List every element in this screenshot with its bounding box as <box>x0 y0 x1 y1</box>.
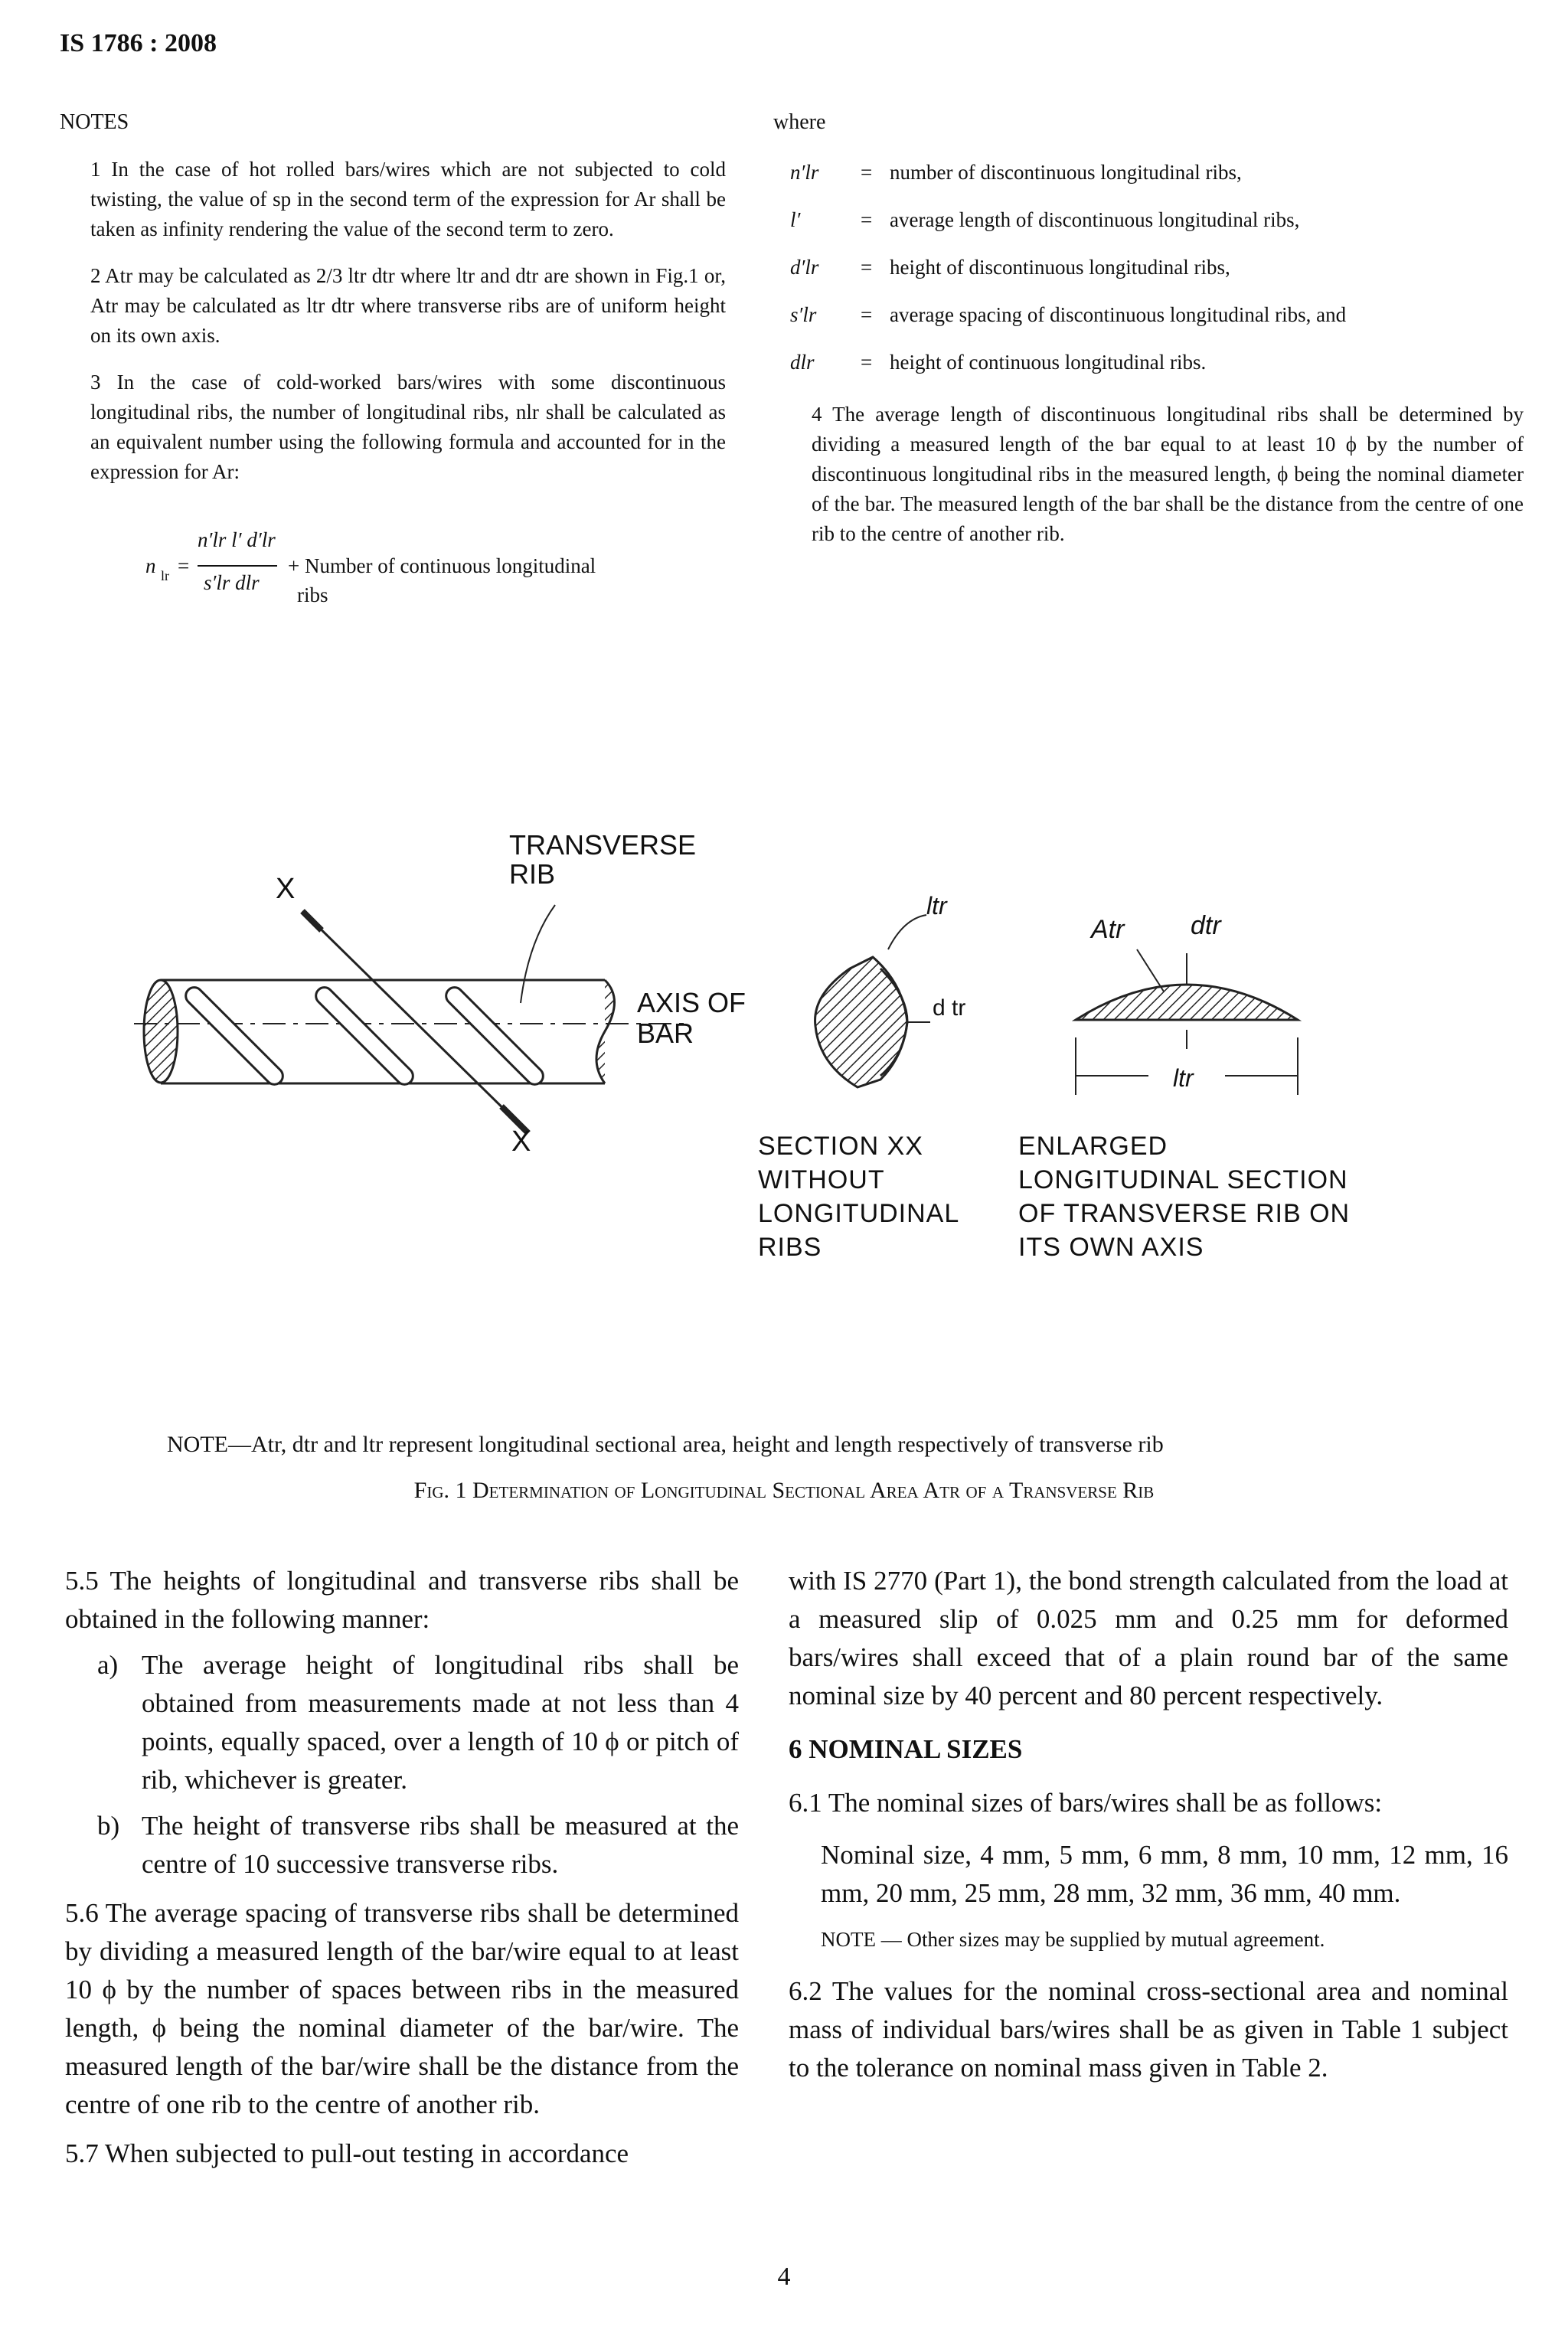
transverse-rib-3 <box>443 984 547 1088</box>
formula-ribs: ribs <box>297 583 328 606</box>
ltr-label: ltr <box>926 892 947 920</box>
definition-row: s′lr = average spacing of discontinuous longitudinal ribs, and <box>790 303 1347 326</box>
transverse-rib-2 <box>312 984 416 1088</box>
note-2: 2 Atr may be calculated as 2/3 ltr dtr where ltr and dtr are shown in Fig.1 or, Atr may be calculated as ltr dtr where transverse ribs are of uniform height on its own axis. <box>90 264 726 347</box>
notes-heading: NOTES <box>60 110 129 134</box>
transverse-rib-label: TRANSVERSE RIB <box>509 829 697 890</box>
bar-side-view <box>134 905 689 1133</box>
formula: n lr = n′lr l′ d′lr s′lr dlr + Number of continuous longitudinal ribs <box>145 528 596 606</box>
section-6-heading: 6 NOMINAL SIZES <box>789 1734 1023 1764</box>
enlarged-section-label: ENLARGED LONGITUDINAL SECTION OF TRANSVERSE RIB ON ITS OWN AXIS <box>1018 1132 1351 1262</box>
section-6-1-note: NOTE — Other sizes may be supplied by mutual agreement. <box>821 1928 1325 1951</box>
section-5-7-continued: with IS 2770 (Part 1), the bond strength calculated from the load at a measured slip of 0.025 mm and 0.25 mm for deformed bars/wires shall exceed that of a plain round bar of the same nominal size by 40 percent and 80 percent respectively. <box>789 1566 1508 1710</box>
dtr-label: d tr <box>933 995 966 1021</box>
section-5-6: 5.6 The average spacing of transverse ribs shall be determined by dividing a measured length of the bar/wire equal to at least 10 ϕ by the number of spaces between ribs in the measured length, ϕ being the nominal diameter of the bar/wire. The measured length of the bar/wire shall be the distance from the centre of one rib to the centre of another rib. <box>65 1898 739 2119</box>
section-5-7: 5.7 When subjected to pull-out testing in accordance <box>65 2138 629 2168</box>
definition-row: l′ = average length of discontinuous longitudinal ribs, <box>790 208 1300 231</box>
formula-denominator: s′lr dlr <box>204 571 260 594</box>
note-4: 4 The average length of discontinuous longitudinal ribs shall be determined by dividing a measured length of the bar equal to at least 10 ϕ by the number of discontinuous longitudinal ribs in the measured length, ϕ being the nominal diameter of the bar. The measured length of the bar shall be the distance from the centre of one rib to the centre of another rib. <box>812 403 1524 545</box>
section-5-5: 5.5 The heights of longitudinal and transverse ribs shall be obtained in the following manner: <box>65 1566 739 1634</box>
standard-number: IS 1786 : 2008 <box>60 29 217 57</box>
axis-of-bar-label: AXIS OF BAR <box>637 987 746 1049</box>
definition-list <box>790 161 1525 398</box>
list-item-a: a) The average height of longitudinal ribs shall be obtained from measurements made at not less than 4 points, equally spaced, over a length of 10 ϕ or pitch of rib, whichever is greater. <box>97 1650 739 1795</box>
definition-row: dlr = height of continuous longitudinal ribs. <box>790 351 1207 374</box>
formula-lhs: n <box>145 554 156 577</box>
definition-row: d′lr = height of discontinuous longitudinal ribs, <box>790 256 1230 279</box>
section-6-1: 6.1 The nominal sizes of bars/wires shall be as follows: <box>789 1788 1383 1818</box>
transverse-rib-1 <box>182 984 286 1088</box>
page-number: 4 <box>777 2262 791 2291</box>
formula-plus-text: + Number of continuous longitudinal <box>288 554 596 577</box>
section-xx-label: SECTION XX WITHOUT LONGITUDINAL RIBS <box>758 1132 960 1262</box>
where-label: where <box>773 110 826 134</box>
atr-label: Atr <box>1091 915 1125 944</box>
ltr-label-2: ltr <box>1173 1064 1194 1092</box>
section-6-2: 6.2 The values for the nominal cross-sectional area and nominal mass of individual bars/wires shall be as given in Table 1 subject to the tolerance on nominal mass given in Table 2. <box>789 1976 1508 2083</box>
figure-caption: Fig. 1 Determination of Longitudinal Sectional Area Atr of a Transverse Rib <box>413 1478 1155 1503</box>
section-xx-view <box>815 915 930 1087</box>
x-label-bottom: X <box>511 1126 531 1158</box>
figure-note: NOTE—Atr, dtr and ltr represent longitudinal sectional area, height and length respectively of transverse rib <box>167 1432 1164 1457</box>
x-label-top: X <box>276 873 296 905</box>
note-1: 1 In the case of hot rolled bars/wires which are not subjected to cold twisting, the value of sp in the second term of the expression for Ar shall be taken as infinity rendering the value of the second term to zero. <box>90 158 726 240</box>
formula-lhs-sub: lr <box>161 568 169 583</box>
fraction-bar <box>198 565 277 567</box>
list-item-b: b) The height of transverse ribs shall be measured at the centre of 10 successive transverse ribs. <box>97 1811 739 1879</box>
note-3: 3 In the case of cold-worked bars/wires with some discontinuous longitudinal ribs, the number of longitudinal ribs, nlr shall be calculated as an equivalent number using the following formula and accounted for in the expression for Ar: <box>90 371 726 483</box>
nominal-sizes-list: Nominal size, 4 mm, 5 mm, 6 mm, 8 mm, 10 mm, 12 mm, 16 mm, 20 mm, 25 mm, 28 mm, 32 mm, 36 mm, 40 mm. <box>821 1840 1508 1908</box>
formula-numerator: n′lr l′ d′lr <box>198 528 276 551</box>
dtr-label-2: dtr <box>1191 911 1221 940</box>
definition-row: n′lr = number of discontinuous longitudinal ribs, <box>790 161 1242 184</box>
